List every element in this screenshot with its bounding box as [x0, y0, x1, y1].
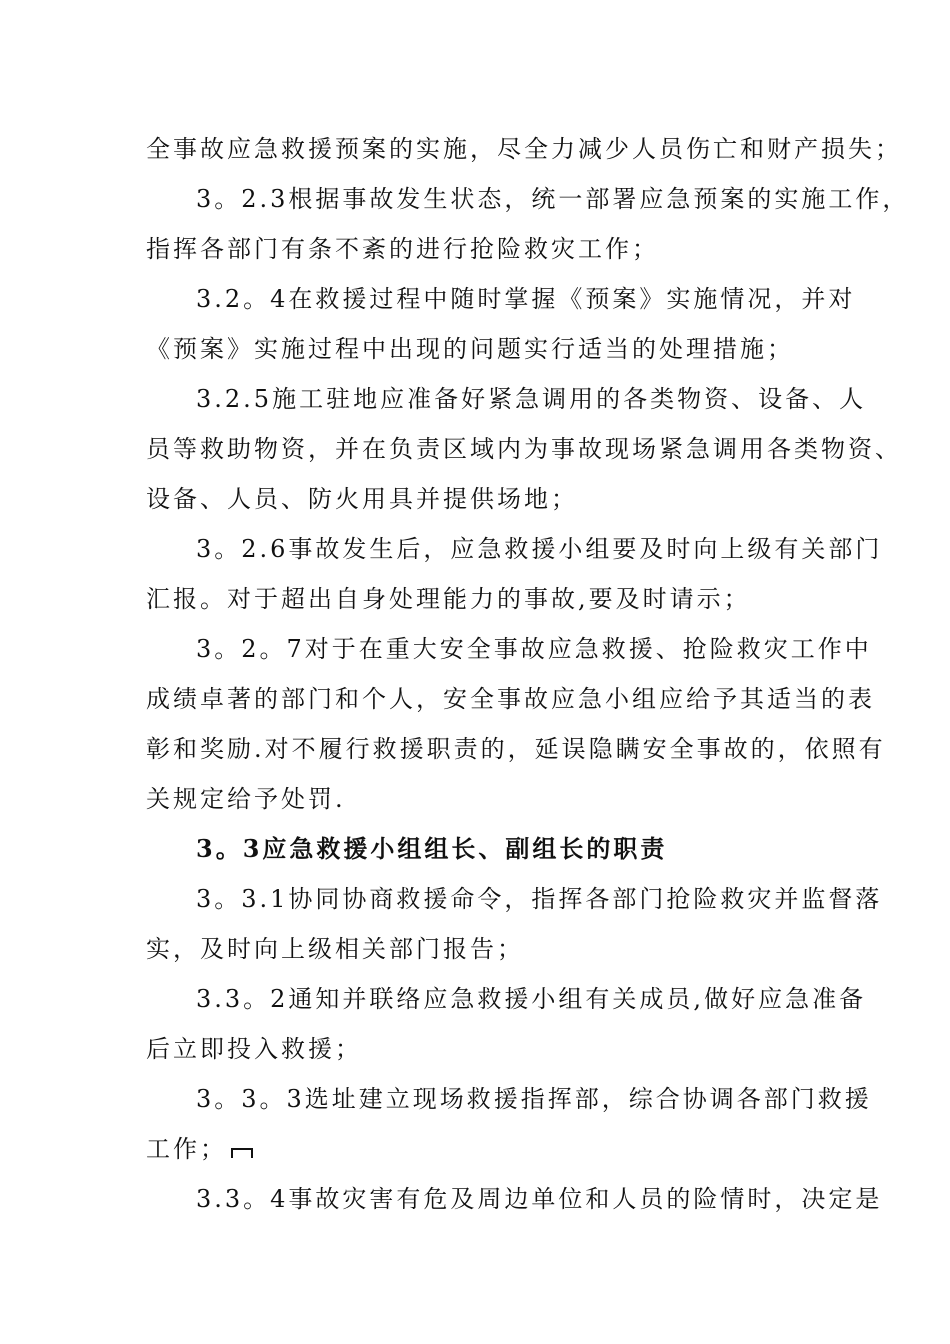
text-line-21-text: 工作； [146, 1135, 227, 1163]
text-line-8: 设备、人员、防火用具并提供场地； [146, 485, 578, 513]
text-line-21 [146, 1134, 253, 1164]
text-line-18: 3.3。2通知并联络应急救援小组有关成员,做好应急准备 [196, 985, 867, 1013]
text-line-20: 3。3。3选址建立现场救援指挥部，综合协调各部门救援 [196, 1085, 872, 1113]
text-line-7: 员等救助物资，并在负责区域内为事故现场紧急调用各类物资、 [146, 435, 902, 463]
text-line-2: 3。2.3根据事故发生状态，统一部署应急预案的实施工作， [196, 185, 910, 213]
bracket-mark-icon [231, 1147, 253, 1159]
section-heading: 3。3应急救援小组组长、副组长的职责 [196, 834, 668, 863]
text-line-11: 3。2。7对于在重大安全事故应急救援、抢险救灾工作中 [196, 635, 872, 663]
text-line-4: 3.2。4在救援过程中随时掌握《预案》实施情况，并对 [196, 285, 856, 313]
text-line-6: 3.2.5施工驻地应准备好紧急调用的各类物资、设备、人 [196, 385, 867, 413]
text-line-14: 关规定给予处罚. [146, 785, 346, 813]
text-line-9: 3。2.6事故发生后，应急救援小组要及时向上级有关部门 [196, 535, 883, 563]
text-line-19: 后立即投入救援； [146, 1035, 362, 1063]
text-line-17: 实，及时向上级相关部门报告； [146, 935, 524, 963]
text-line-12: 成绩卓著的部门和个人，安全事故应急小组应给予其适当的表 [146, 685, 875, 713]
text-line-10: 汇报。对于超出自身处理能力的事故,要及时请示； [146, 585, 751, 613]
text-line-22: 3.3。4事故灾害有危及周边单位和人员的险情时，决定是 [196, 1185, 883, 1213]
text-line-3: 指挥各部门有条不紊的进行抢险救灾工作； [146, 235, 659, 263]
text-line-5: 《预案》实施过程中出现的问题实行适当的处理措施； [146, 335, 794, 363]
text-line-13: 彰和奖励.对不履行救援职责的，延误隐瞒安全事故的，依照有 [146, 735, 886, 763]
text-line-16: 3。3.1协同协商救援命令，指挥各部门抢险救灾并监督落 [196, 885, 883, 913]
text-line-1: 全事故应急救援预案的实施，尽全力减少人员伤亡和财产损失； [146, 135, 902, 163]
